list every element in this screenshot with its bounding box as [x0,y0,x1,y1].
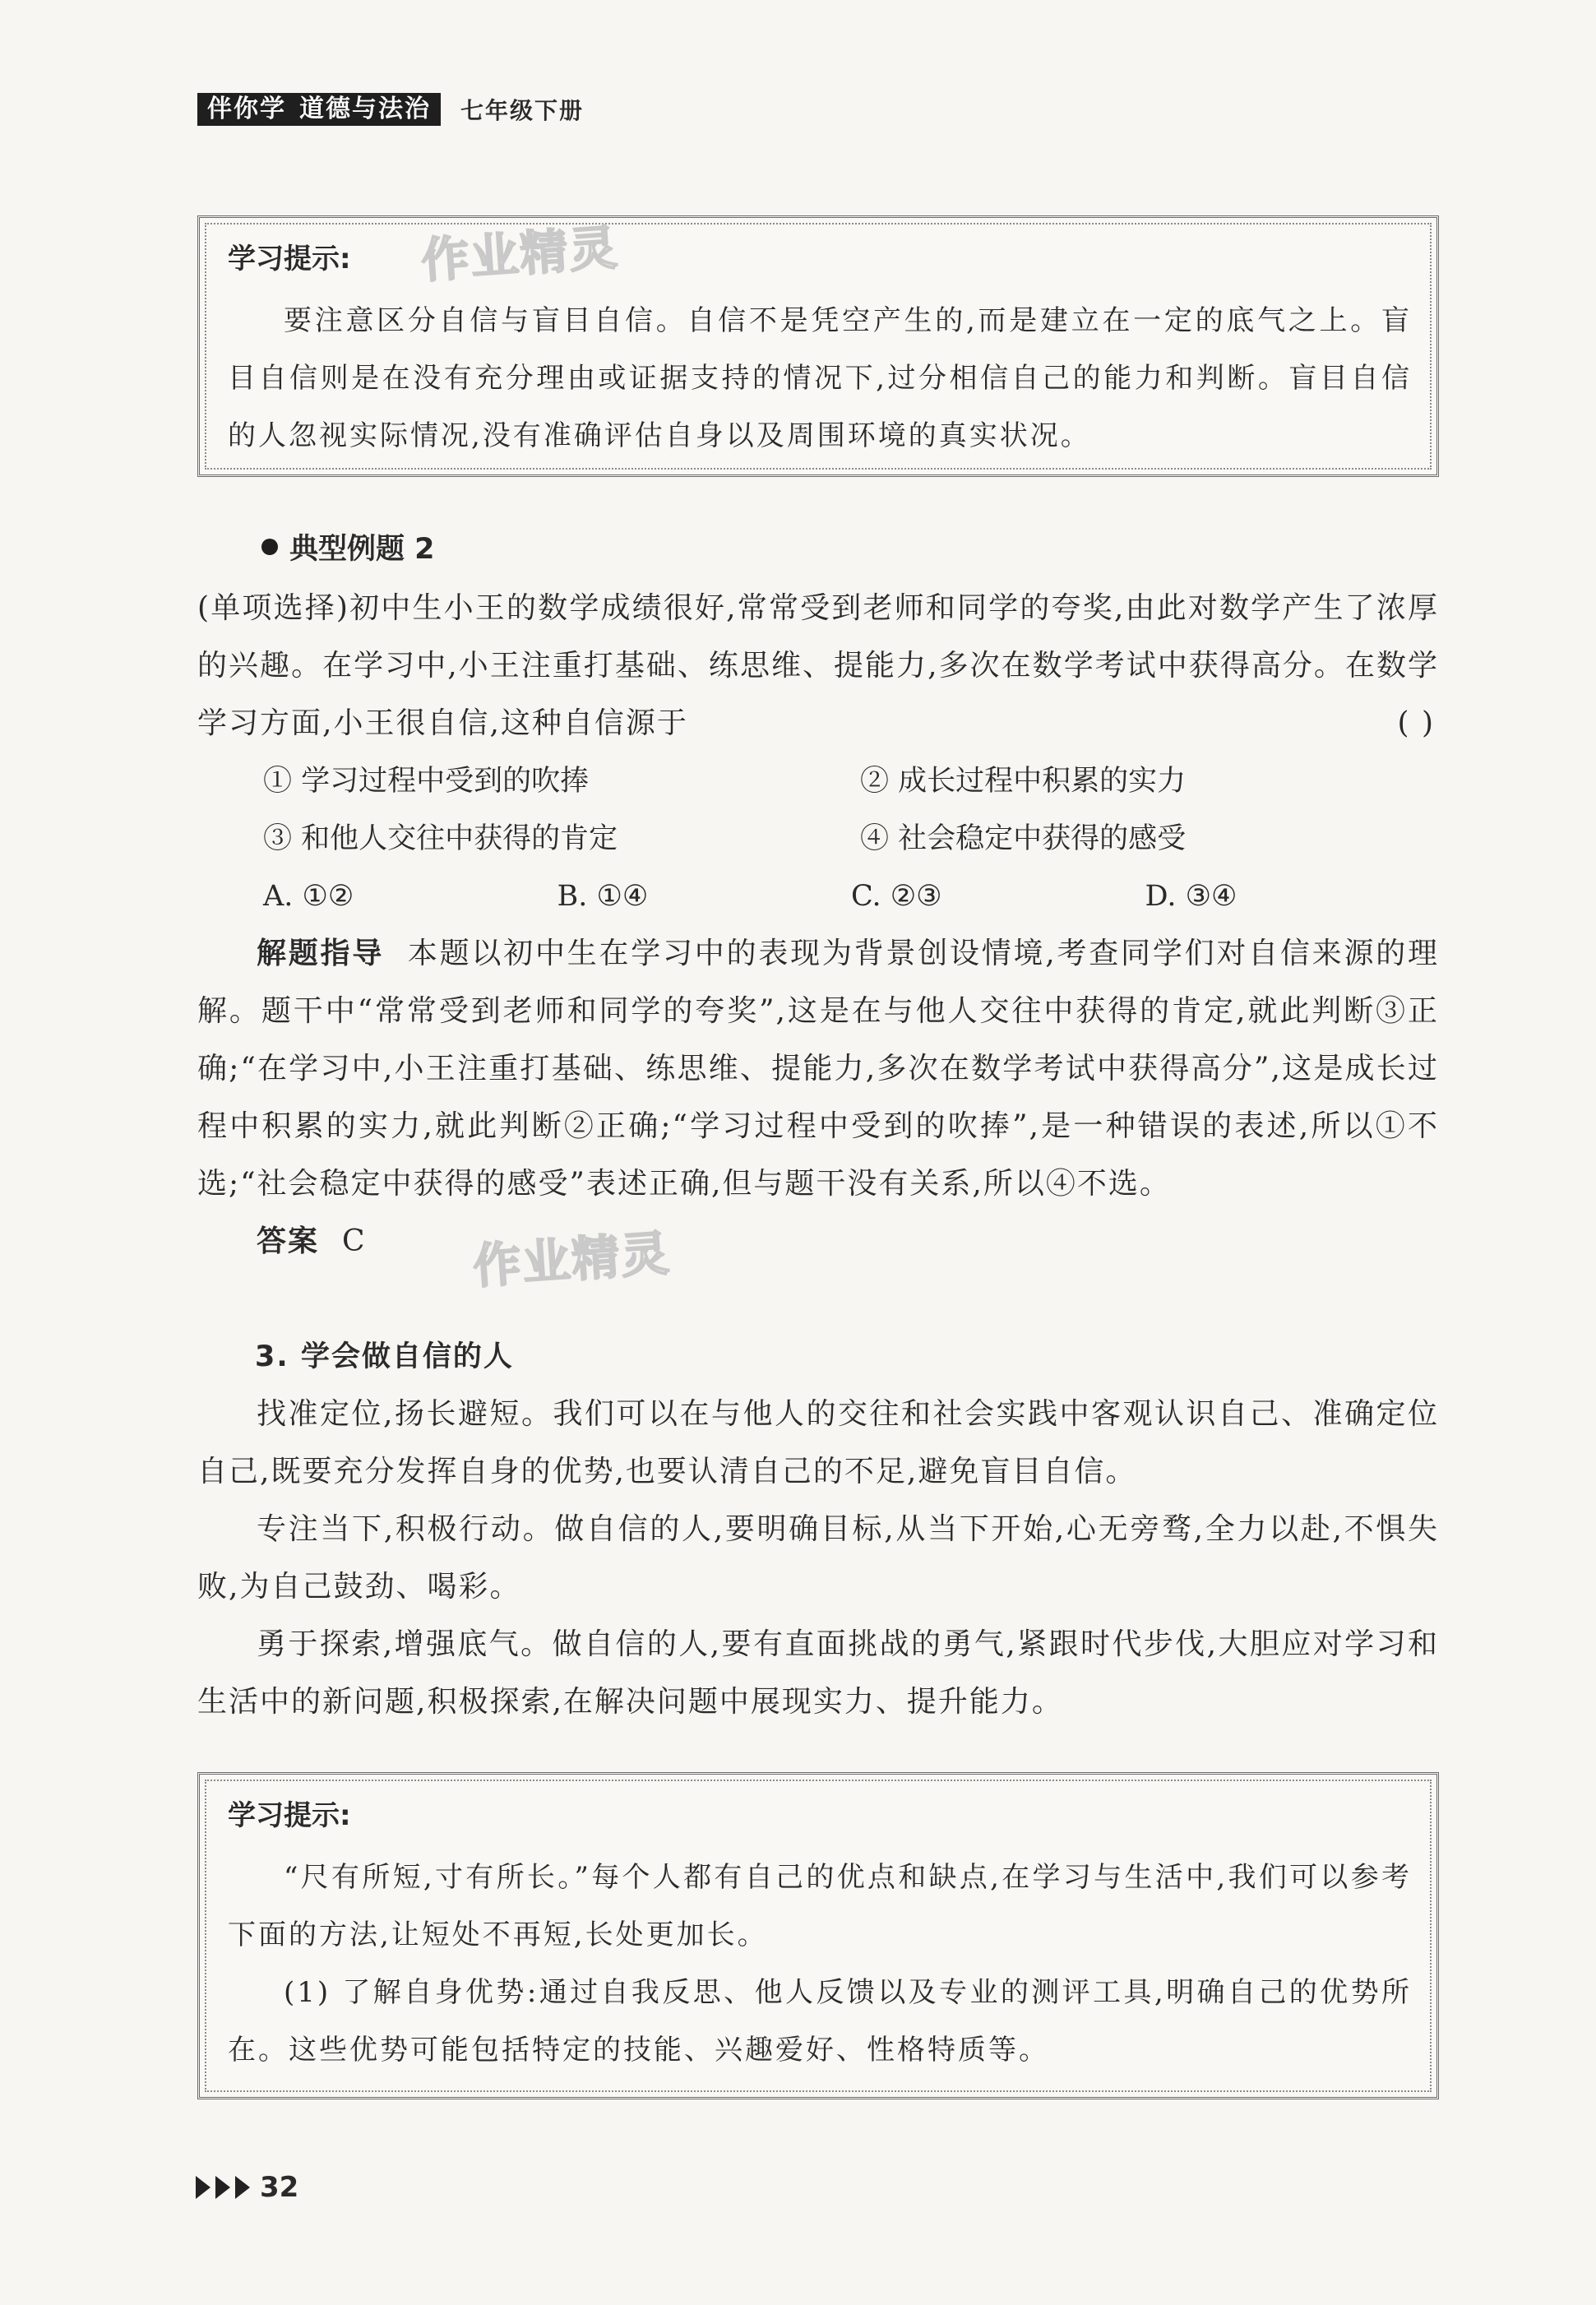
option-item: ③ 和他人交往中获得的肯定 [263,822,618,855]
chevron-right-icon [235,2176,250,2199]
series-brand [197,93,441,126]
solution-guide [197,925,1439,1271]
chevron-right-icon [215,2176,230,2199]
tip-title: 学习提示: [228,243,351,275]
option-item: ① 学习过程中受到的吹捧 [263,765,590,798]
section-3 [197,1328,1439,1731]
option-row [263,752,1439,810]
tip-text: “尺有所短,寸有所长。”每个人都有自己的优点和缺点,在学习与生活中,我们可以参考下面的方法,让短处不再短,长处更加长。 [228,1861,1412,1951]
choice-d: D. ③④ [1145,880,1237,913]
watermark: 作业精灵 [419,219,621,289]
option-item: ④ 社会稳定中获得的感受 [860,822,1187,855]
tip-text: 要注意区分自信与盲目自信。自信不是凭空产生的,而是建立在一定的底气之上。盲目自信则是在没有充分理由或证据支持的情况下,过分相信自己的能力和判断。盲目自信的人忽视实际情况,没有准确评估自身以及周围环境的真实状况。 [228,304,1412,452]
answer-value: C [342,1224,367,1258]
watermark: 作业精灵 [471,1224,673,1295]
tip-title: 学习提示: [228,1799,351,1832]
running-header [197,93,584,126]
choice-b: B. ①④ [557,880,649,913]
brand-subject: 道德与法治 [299,95,431,123]
page-footer [196,2171,298,2204]
chevron-right-icon [196,2176,210,2199]
choice-c: C. ②③ [851,880,942,913]
answer-blank: ( ) [1397,706,1435,740]
question-text: (单项选择)初中生小王的数学成绩很好,常常受到老师和同学的夸奖,由此对数学产生了浓厚的兴趣。在学习中,小王注重打基础、练思维、提能力,多次在数学考试中获得高分。在数学学习方面,小王很自信,这种自信源于 [197,591,1439,740]
learning-tip-box-1 [197,215,1439,477]
example-title: 典型例题 2 [289,533,435,566]
example-heading [261,526,435,567]
brand-series-name: 伴你学 [207,95,286,123]
choice-a: A. ①② [263,880,354,913]
section-paragraph: 勇于探索,增强底气。做自信的人,要有直面挑战的勇气,紧跟时代步伐,大胆应对学习和生活中的新问题,积极探索,在解决问题中展现实力、提升能力。 [197,1627,1439,1719]
option-item: ② 成长过程中积累的实力 [860,765,1187,798]
learning-tip-box-2 [197,1772,1439,2099]
section-paragraph: 找准定位,扬长避短。我们可以在与他人的交往和社会实践中客观认识自己、准确定位自己,既要充分发挥自身的优势,也要认清自己的不足,避免盲目自信。 [197,1397,1439,1488]
answer-label: 答案 [257,1224,320,1258]
guide-text: 本题以初中生在学习中的表现为背景创设情境,考查同学们对自信来源的理解。题干中“常常受到老师和同学的夸奖”,这是在与他人交往中获得的肯定,就此判断③正确;“在学习中,小王注重打基础、练思维、提能力,多次在数学考试中获得高分”,这是成长过程中积累的实力,就此判断②正确;“学习过程中受到的吹捧”,是一种错误的表述,所以①不选;“社会稳定中获得的感受”表述正确,但与题干没有关系,所以④不选。 [197,937,1439,1201]
choice-row [263,868,1439,925]
guide-label: 解题指导 [257,937,385,970]
answer-line [197,1213,1439,1271]
grade-label: 七年级下册 [460,97,585,124]
section-paragraph: 专注当下,积极行动。做自信的人,要明确目标,从当下开始,心无旁骛,全力以赴,不惧失败,为自己鼓劲、喝彩。 [197,1512,1439,1604]
page-number: 32 [260,2171,299,2204]
bullet-dot-icon [261,539,278,555]
tip-text: (1) 了解自身优势:通过自我反思、他人反馈以及专业的测评工具,明确自己的优势所在。这些优势可能包括特定的技能、兴趣爱好、性格特质等。 [228,1976,1412,2067]
option-row [263,810,1439,868]
option-list [263,752,1439,925]
section-heading: 3. 学会做自信的人 [255,1340,514,1373]
